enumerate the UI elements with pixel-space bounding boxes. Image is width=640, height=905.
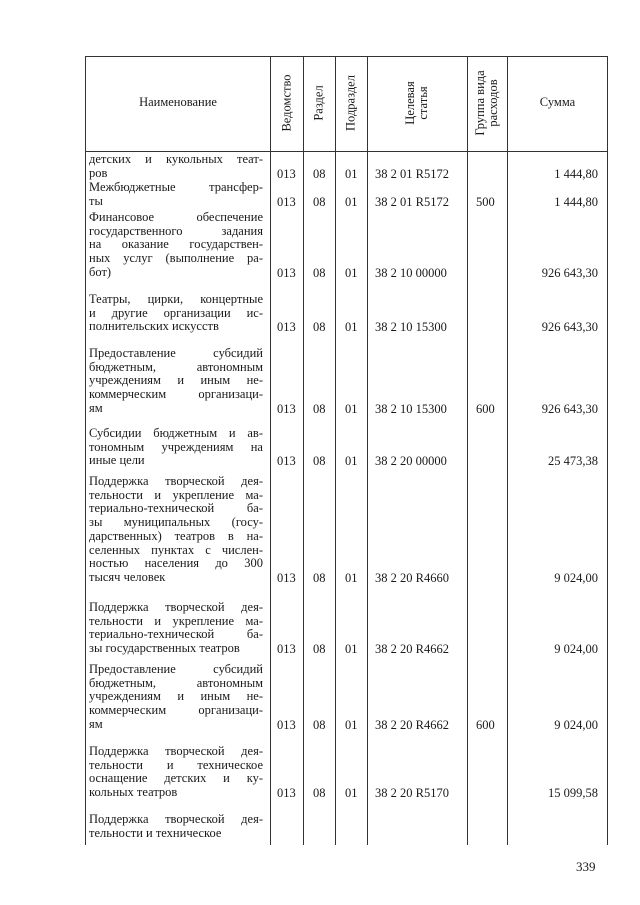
row-name-line: териально-технической ба- (89, 501, 263, 516)
row-name (89, 601, 263, 656)
header-celevaya: Целевая статья (403, 81, 430, 125)
row-vedomstvo: 013 (277, 570, 296, 585)
row-name-line: тономным учреждениям на (89, 439, 263, 454)
row-name-line: иные цели (89, 453, 145, 468)
row-name-line: и другие организации ис- (89, 305, 263, 320)
row-razdel: 08 (313, 717, 326, 732)
row-name-line: зы государственных театров (89, 641, 240, 656)
row-celevaya: 38 2 10 15300 (375, 320, 447, 335)
row-name-line: ям (89, 400, 103, 415)
row-name-line: учреждениям и иным не- (89, 689, 263, 704)
row-name-line: коммерческим организаци- (89, 387, 263, 402)
row-celevaya: 38 2 20 R4662 (375, 642, 449, 657)
row-celevaya: 38 2 20 R4662 (375, 717, 449, 732)
row-name-line: Межбюджетные трансфер- (89, 180, 263, 194)
table-top-border (85, 56, 607, 57)
header-razdel: Раздел (311, 85, 326, 121)
row-name-line: зы муниципальных (госу- (89, 515, 263, 530)
row-name-line: Поддержка творческой дея- (89, 474, 263, 488)
row-name-line: тельности и укрепление ма- (89, 487, 263, 502)
row-razdel: 08 (313, 454, 326, 469)
row-name-line: териально-технической ба- (89, 627, 263, 642)
row-name-line: Поддержка творческой дея- (89, 744, 263, 758)
row-razdel: 08 (313, 786, 326, 801)
row-gruppa: 600 (476, 401, 495, 416)
row-razdel: 08 (313, 265, 326, 280)
row-name-line: Театры, цирки, концертные (89, 292, 263, 306)
row-podrazdel: 01 (345, 642, 358, 657)
row-name (89, 347, 263, 416)
row-name-line: оснащение детских и ку- (89, 771, 263, 786)
row-summa: 9 024,00 (554, 570, 598, 585)
row-vedomstvo: 013 (277, 166, 296, 181)
row-celevaya: 38 2 01 R5172 (375, 194, 449, 209)
row-vedomstvo: 013 (277, 717, 296, 732)
row-name-line: ностью населения до 300 (89, 556, 263, 571)
row-gruppa: 500 (476, 194, 495, 209)
row-podrazdel: 01 (345, 265, 358, 280)
row-vedomstvo: 013 (277, 194, 296, 209)
row-razdel: 08 (313, 194, 326, 209)
row-podrazdel: 01 (345, 454, 358, 469)
row-podrazdel: 01 (345, 194, 358, 209)
row-name (89, 153, 263, 180)
row-vedomstvo: 013 (277, 642, 296, 657)
row-name-line: государственного задания (89, 223, 263, 238)
row-name-line: Субсидии бюджетным и ав- (89, 426, 263, 440)
row-vedomstvo: 013 (277, 786, 296, 801)
row-name-line: коммерческим организаци- (89, 703, 263, 718)
row-celevaya: 38 2 10 00000 (375, 265, 447, 280)
row-name-line: бюджетным, автономным (89, 675, 263, 690)
row-name (89, 181, 263, 208)
row-podrazdel: 01 (345, 717, 358, 732)
row-name-line: ям (89, 716, 103, 731)
row-summa: 25 473,38 (548, 454, 598, 469)
row-name-line: на оказание государствен- (89, 237, 263, 252)
row-name (89, 293, 263, 334)
row-name (89, 211, 263, 280)
col-border (607, 56, 608, 845)
row-name-line: ров (89, 165, 108, 180)
row-razdel: 08 (313, 642, 326, 657)
row-name-line: кольных театров (89, 785, 178, 800)
row-summa: 9 024,00 (554, 717, 598, 732)
row-name (89, 745, 263, 800)
row-name (89, 663, 263, 732)
row-summa: 926 643,30 (541, 265, 598, 280)
header-gruppa: Группа вида расходов (473, 70, 500, 136)
row-name-line: бот) (89, 264, 112, 279)
row-podrazdel: 01 (345, 166, 358, 181)
row-summa: 1 444,80 (554, 166, 598, 181)
row-name-line: Поддержка творческой дея- (89, 600, 263, 614)
row-name-line: учреждениям и иным не- (89, 373, 263, 388)
row-name-line: дарственных) театров в на- (89, 528, 263, 543)
row-name-line: тельности и техническое (89, 757, 263, 772)
row-summa: 15 099,58 (548, 786, 598, 801)
row-name-line: тельности и укрепление ма- (89, 613, 263, 628)
row-celevaya: 38 2 20 R4660 (375, 570, 449, 585)
row-podrazdel: 01 (345, 320, 358, 335)
row-celevaya: 38 2 20 00000 (375, 454, 447, 469)
row-name-line: ты (89, 193, 103, 208)
header-summa: Сумма (539, 95, 576, 109)
row-name-line: Предоставление субсидий (89, 662, 263, 676)
row-name-line: селенных пунктах с числен- (89, 542, 263, 557)
col-border (85, 56, 86, 845)
header-name: Наименование (139, 95, 217, 109)
row-celevaya: 38 2 10 15300 (375, 401, 447, 416)
row-name-line: тельности и техническое (89, 825, 222, 840)
row-vedomstvo: 013 (277, 265, 296, 280)
row-vedomstvo: 013 (277, 401, 296, 416)
row-summa: 9 024,00 (554, 642, 598, 657)
col-border (303, 56, 304, 845)
row-summa: 926 643,30 (541, 401, 598, 416)
row-name-line: Финансовое обеспечение (89, 210, 263, 224)
row-summa: 926 643,30 (541, 320, 598, 335)
row-vedomstvo: 013 (277, 320, 296, 335)
row-podrazdel: 01 (345, 401, 358, 416)
row-razdel: 08 (313, 401, 326, 416)
row-podrazdel: 01 (345, 786, 358, 801)
row-vedomstvo: 013 (277, 454, 296, 469)
col-border (467, 56, 468, 845)
col-border (270, 56, 271, 845)
col-border (335, 56, 336, 845)
row-gruppa: 600 (476, 717, 495, 732)
row-razdel: 08 (313, 570, 326, 585)
row-razdel: 08 (313, 166, 326, 181)
row-name-line: ных услуг (выполнение ра- (89, 251, 263, 266)
row-name-line: Поддержка творческой дея- (89, 812, 263, 826)
row-name-line: Предоставление субсидий (89, 346, 263, 360)
row-name (89, 813, 263, 840)
row-name (89, 475, 263, 585)
row-celevaya: 38 2 01 R5172 (375, 166, 449, 181)
row-razdel: 08 (313, 320, 326, 335)
row-name (89, 427, 263, 468)
row-podrazdel: 01 (345, 570, 358, 585)
header-vedomstvo: Ведомство (279, 74, 294, 132)
col-border (507, 56, 508, 845)
header-podrazdel: Подраздел (343, 75, 358, 131)
col-border (367, 56, 368, 845)
row-summa: 1 444,80 (554, 194, 598, 209)
row-name-line: бюджетным, автономным (89, 359, 263, 374)
row-name-line: тысяч человек (89, 569, 166, 584)
page-number: 339 (576, 859, 596, 874)
row-name-line: детских и кукольных теат- (89, 152, 263, 166)
row-name-line: полнительских искусств (89, 319, 219, 334)
row-celevaya: 38 2 20 R5170 (375, 786, 449, 801)
